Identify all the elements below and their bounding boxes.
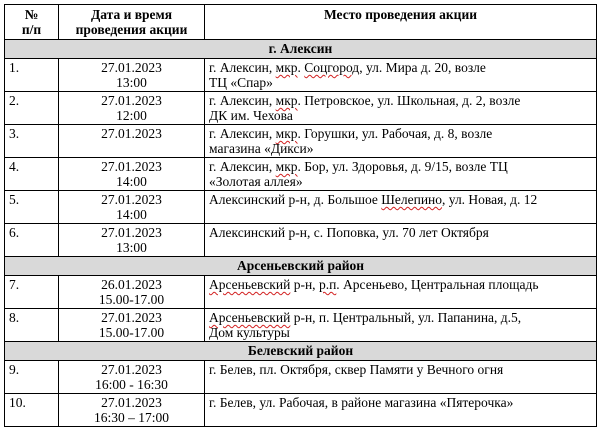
row-number: 2. <box>5 92 59 125</box>
place-cell <box>205 158 597 191</box>
header-date-line2: проведения акции <box>75 22 188 37</box>
table-body <box>5 40 597 427</box>
place-text-segment: ДК им. Чехова <box>209 108 293 123</box>
event-date: 27.01.2023 <box>101 192 162 207</box>
place-text-line <box>209 362 592 377</box>
place-text-segment: Алексинский р-н, д. Большое <box>209 192 382 207</box>
event-date: 27.01.2023 <box>101 362 162 377</box>
event-time: 13:00 <box>116 75 147 90</box>
date-time-cell <box>59 224 205 257</box>
section-title: Арсеньевский район <box>5 257 597 276</box>
spellcheck-flagged-word: мкр <box>275 60 298 75</box>
event-time: 13:00 <box>116 240 147 255</box>
place-text-segment: г. Алексин, <box>209 60 276 75</box>
place-text-segment: магазина «Дикси» <box>209 141 314 156</box>
header-num-line1: № <box>24 7 39 22</box>
header-row <box>5 5 597 40</box>
section-title: г. Алексин <box>5 40 597 59</box>
section-row <box>5 40 597 59</box>
event-time: 16:00 - 16:30 <box>95 377 168 392</box>
date-time-cell <box>59 125 205 158</box>
place-text-segment: г. Белев, пл. Октября, сквер Памяти у Вечного огня <box>209 362 504 377</box>
header-date-line1: Дата и время <box>90 7 173 22</box>
place-text-segment: «Золотая аллея» <box>209 174 303 189</box>
row-number: 3. <box>5 125 59 158</box>
place-cell <box>205 125 597 158</box>
event-date: 27.01.2023 <box>101 60 162 75</box>
table-row <box>5 59 597 92</box>
place-text-segment: р-н, <box>290 277 319 292</box>
spellcheck-flagged-word: мкр <box>275 159 298 174</box>
place-text-segment: р-н, п. Центральный, ул. Папанина, д.5, <box>290 310 522 325</box>
place-text-line <box>209 75 592 90</box>
place-text-segment: . Петровское, ул. Школьная, д. 2, возле <box>297 93 521 108</box>
place-text-segment: г. Алексин, <box>209 159 276 174</box>
table-row <box>5 158 597 191</box>
table-row <box>5 309 597 342</box>
header-place <box>205 5 597 40</box>
section-row <box>5 342 597 361</box>
section-title: Белевский район <box>5 342 597 361</box>
table-row <box>5 276 597 309</box>
spellcheck-flagged-word: Шелепино <box>381 192 443 207</box>
place-text-line <box>209 310 592 325</box>
place-text-line <box>209 159 592 174</box>
place-cell <box>205 224 597 257</box>
event-date: 27.01.2023 <box>101 310 162 325</box>
event-date: 27.01.2023 <box>101 395 162 410</box>
row-number: 6. <box>5 224 59 257</box>
place-cell <box>205 59 597 92</box>
event-time: 14:00 <box>116 174 147 189</box>
event-time: 12:00 <box>116 108 147 123</box>
place-text-segment: г. Алексин, <box>209 126 276 141</box>
spellcheck-flagged-word: мкр <box>275 126 298 141</box>
row-number: 1. <box>5 59 59 92</box>
row-number: 8. <box>5 309 59 342</box>
date-time-cell <box>59 309 205 342</box>
header-num-line2: п/п <box>21 22 42 37</box>
event-date: 27.01.2023 <box>101 93 162 108</box>
place-cell <box>205 276 597 309</box>
place-text-segment: г. Алексин, <box>209 93 276 108</box>
place-cell <box>205 361 597 394</box>
row-number: 5. <box>5 191 59 224</box>
header-place-label: Место проведения акции <box>323 7 477 22</box>
row-number: 10. <box>5 394 59 427</box>
place-cell <box>205 92 597 125</box>
spellcheck-flagged-word: Арсеньевский <box>209 310 291 325</box>
place-cell <box>205 394 597 427</box>
event-time: 15.00-17.00 <box>98 292 165 307</box>
header-date <box>59 5 205 40</box>
event-time: 15.00-17.00 <box>98 325 165 340</box>
place-text-segment: , ул. Новая, д. 12 <box>442 192 538 207</box>
table-row <box>5 361 597 394</box>
date-time-cell <box>59 191 205 224</box>
date-time-cell <box>59 361 205 394</box>
place-text-line <box>209 277 592 292</box>
place-text-segment: Алексинский р-н, с. Поповка, ул. 70 лет Октября <box>209 225 489 240</box>
section-row <box>5 257 597 276</box>
place-text-line <box>209 225 592 240</box>
date-time-cell <box>59 394 205 427</box>
table-row <box>5 191 597 224</box>
place-text-line <box>209 395 592 410</box>
row-number: 9. <box>5 361 59 394</box>
place-text-segment: . Арсеньево, Центральная площадь <box>336 277 539 292</box>
place-text-line <box>209 126 592 141</box>
place-text-line <box>209 60 592 75</box>
place-text-line <box>209 192 592 207</box>
event-date: 27.01.2023 <box>101 126 162 141</box>
place-text-segment: . Бор, ул. Здоровья, д. 9/15, возле ТЦ <box>297 159 508 174</box>
spellcheck-flagged-word: Соцгород <box>304 60 360 75</box>
header-num <box>5 5 59 40</box>
place-text-line <box>209 325 592 340</box>
place-text-line <box>209 108 592 123</box>
date-time-cell <box>59 158 205 191</box>
date-time-cell <box>59 59 205 92</box>
table-row <box>5 92 597 125</box>
spellcheck-flagged-word: мкр <box>275 93 298 108</box>
place-text-line <box>209 141 592 156</box>
row-number: 4. <box>5 158 59 191</box>
place-text-segment: ТЦ «Спар» <box>209 75 273 90</box>
place-text-segment: . <box>297 60 305 75</box>
row-number: 7. <box>5 276 59 309</box>
date-time-cell <box>59 276 205 309</box>
event-date: 27.01.2023 <box>101 159 162 174</box>
table-row <box>5 224 597 257</box>
spellcheck-flagged-word: Арсеньевский <box>209 277 291 292</box>
spellcheck-flagged-word: р.п <box>318 277 337 292</box>
table-row <box>5 394 597 427</box>
place-text-line <box>209 174 592 189</box>
place-text-line <box>209 93 592 108</box>
events-table <box>4 4 597 427</box>
event-date: 26.01.2023 <box>101 277 162 292</box>
place-text-segment: . Горушки, ул. Рабочая, д. 8, возле <box>297 126 493 141</box>
place-text-segment: Дом культуры <box>209 325 290 340</box>
place-cell <box>205 309 597 342</box>
event-time: 16:30 – 17:00 <box>93 410 169 425</box>
event-date: 27.01.2023 <box>101 225 162 240</box>
place-cell <box>205 191 597 224</box>
place-text-segment: г. Белев, ул. Рабочая, в районе магазина «Пятерочка» <box>209 395 514 410</box>
event-time: 14:00 <box>116 207 147 222</box>
table-row <box>5 125 597 158</box>
date-time-cell <box>59 92 205 125</box>
place-text-segment: , ул. Мира д. 20, возле <box>359 60 486 75</box>
